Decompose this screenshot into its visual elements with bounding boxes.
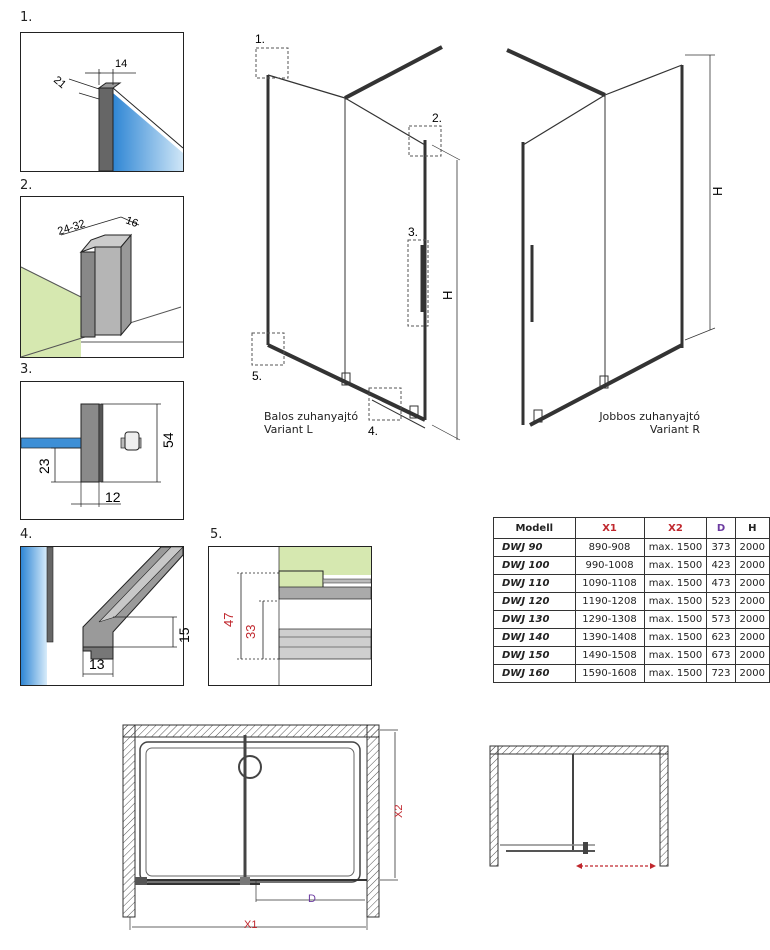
callout-2: 2. [432,111,443,125]
dim-16: 16 [123,214,140,231]
plan-d-label: D [308,893,316,905]
table-cell: max. 1500 [644,665,707,683]
table-cell: 1290-1308 [575,611,644,629]
table-cell: max. 1500 [644,629,707,647]
dim-13: 13 [89,656,105,672]
dim-14: 14 [115,58,128,70]
table-cell: 2000 [735,557,769,575]
header-modell: Modell [494,518,576,539]
detail-label-1: 1. [20,10,33,25]
dim-15: 15 [176,627,192,643]
table-cell: 2000 [735,665,769,683]
table-cell: 423 [707,557,735,575]
callout-1: 1. [255,32,266,46]
detail-label-4: 4. [20,527,33,542]
table-cell: 2000 [735,647,769,665]
header-d: D [707,518,735,539]
table-cell: 2000 [735,629,769,647]
table-cell: DWJ 100 [494,557,576,575]
table-cell: 2000 [735,611,769,629]
plan-x2-label: X2 [393,804,405,818]
right-caption [596,410,700,436]
detail-label-3: 3. [20,362,33,377]
table-cell: max. 1500 [644,557,707,575]
header-h: H [735,518,769,539]
table-header-row [494,518,770,539]
table-cell: max. 1500 [644,593,707,611]
table-row [494,629,770,647]
table-cell: 1490-1508 [575,647,644,665]
table-cell: 373 [707,539,735,557]
table-cell: 523 [707,593,735,611]
dim-24-32: 24-32 [56,217,87,238]
table-row [494,665,770,683]
dim-47: 47 [221,612,236,627]
table-cell: 2000 [735,593,769,611]
left-caption [264,410,358,436]
right-caption-line-1: Jobbos zuhanyajtó [599,410,700,423]
left-caption-line-1: Balos zuhanyajtó [264,410,359,423]
height-label-left: H [440,290,455,300]
table-cell: DWJ 130 [494,611,576,629]
dim-33: 33 [243,624,258,639]
dim-12: 12 [105,489,121,505]
table-row [494,593,770,611]
table-row [494,647,770,665]
table-cell: DWJ 150 [494,647,576,665]
variant-left-drawing [268,47,460,440]
detail-4-drawing [21,547,192,685]
table-cell: 623 [707,629,735,647]
table-row [494,557,770,575]
plan-small [490,746,668,869]
table-cell: 990-1008 [575,557,644,575]
plan-x1-label: X1 [244,919,258,931]
table-cell: 1090-1108 [575,575,644,593]
left-caption-line-2: Variant L [264,423,313,436]
spec-table [493,517,770,683]
table-cell: max. 1500 [644,539,707,557]
floor-plans [0,690,770,950]
table-row [494,611,770,629]
detail-5-drawing [209,547,371,685]
table-cell: 573 [707,611,735,629]
right-caption-line-2: Variant R [649,423,700,436]
table-cell: max. 1500 [644,647,707,665]
dim-23: 23 [36,458,52,474]
header-x1: X1 [575,518,644,539]
table-cell: DWJ 120 [494,593,576,611]
dim-21: 21 [51,74,69,92]
table-cell: 890-908 [575,539,644,557]
detail-label-5: 5. [210,527,223,542]
detail-4-panel [20,546,192,686]
table-cell: DWJ 110 [494,575,576,593]
table-cell: max. 1500 [644,575,707,593]
table-cell: 723 [707,665,735,683]
table-cell: 2000 [735,539,769,557]
table-cell: max. 1500 [644,611,707,629]
callout-3: 3. [408,225,419,239]
table-cell: 1190-1208 [575,593,644,611]
callout-4: 4. [368,424,379,438]
table-row [494,539,770,557]
detail-label-2: 2. [20,178,33,193]
table-cell: 1590-1608 [575,665,644,683]
callout-5: 5. [252,369,263,383]
table-cell: 2000 [735,575,769,593]
plan-large [123,725,405,931]
table-row [494,575,770,593]
table-cell: DWJ 90 [494,539,576,557]
header-x2: X2 [644,518,707,539]
table-cell: 1390-1408 [575,629,644,647]
variant-right-drawing [507,50,715,425]
table-cell: 673 [707,647,735,665]
shower-illustration [0,0,770,460]
table-cell: DWJ 140 [494,629,576,647]
height-label-right: H [710,186,725,196]
table-cell: 473 [707,575,735,593]
dim-54: 54 [160,432,176,448]
detail-5-panel [208,546,372,686]
table-cell: DWJ 160 [494,665,576,683]
